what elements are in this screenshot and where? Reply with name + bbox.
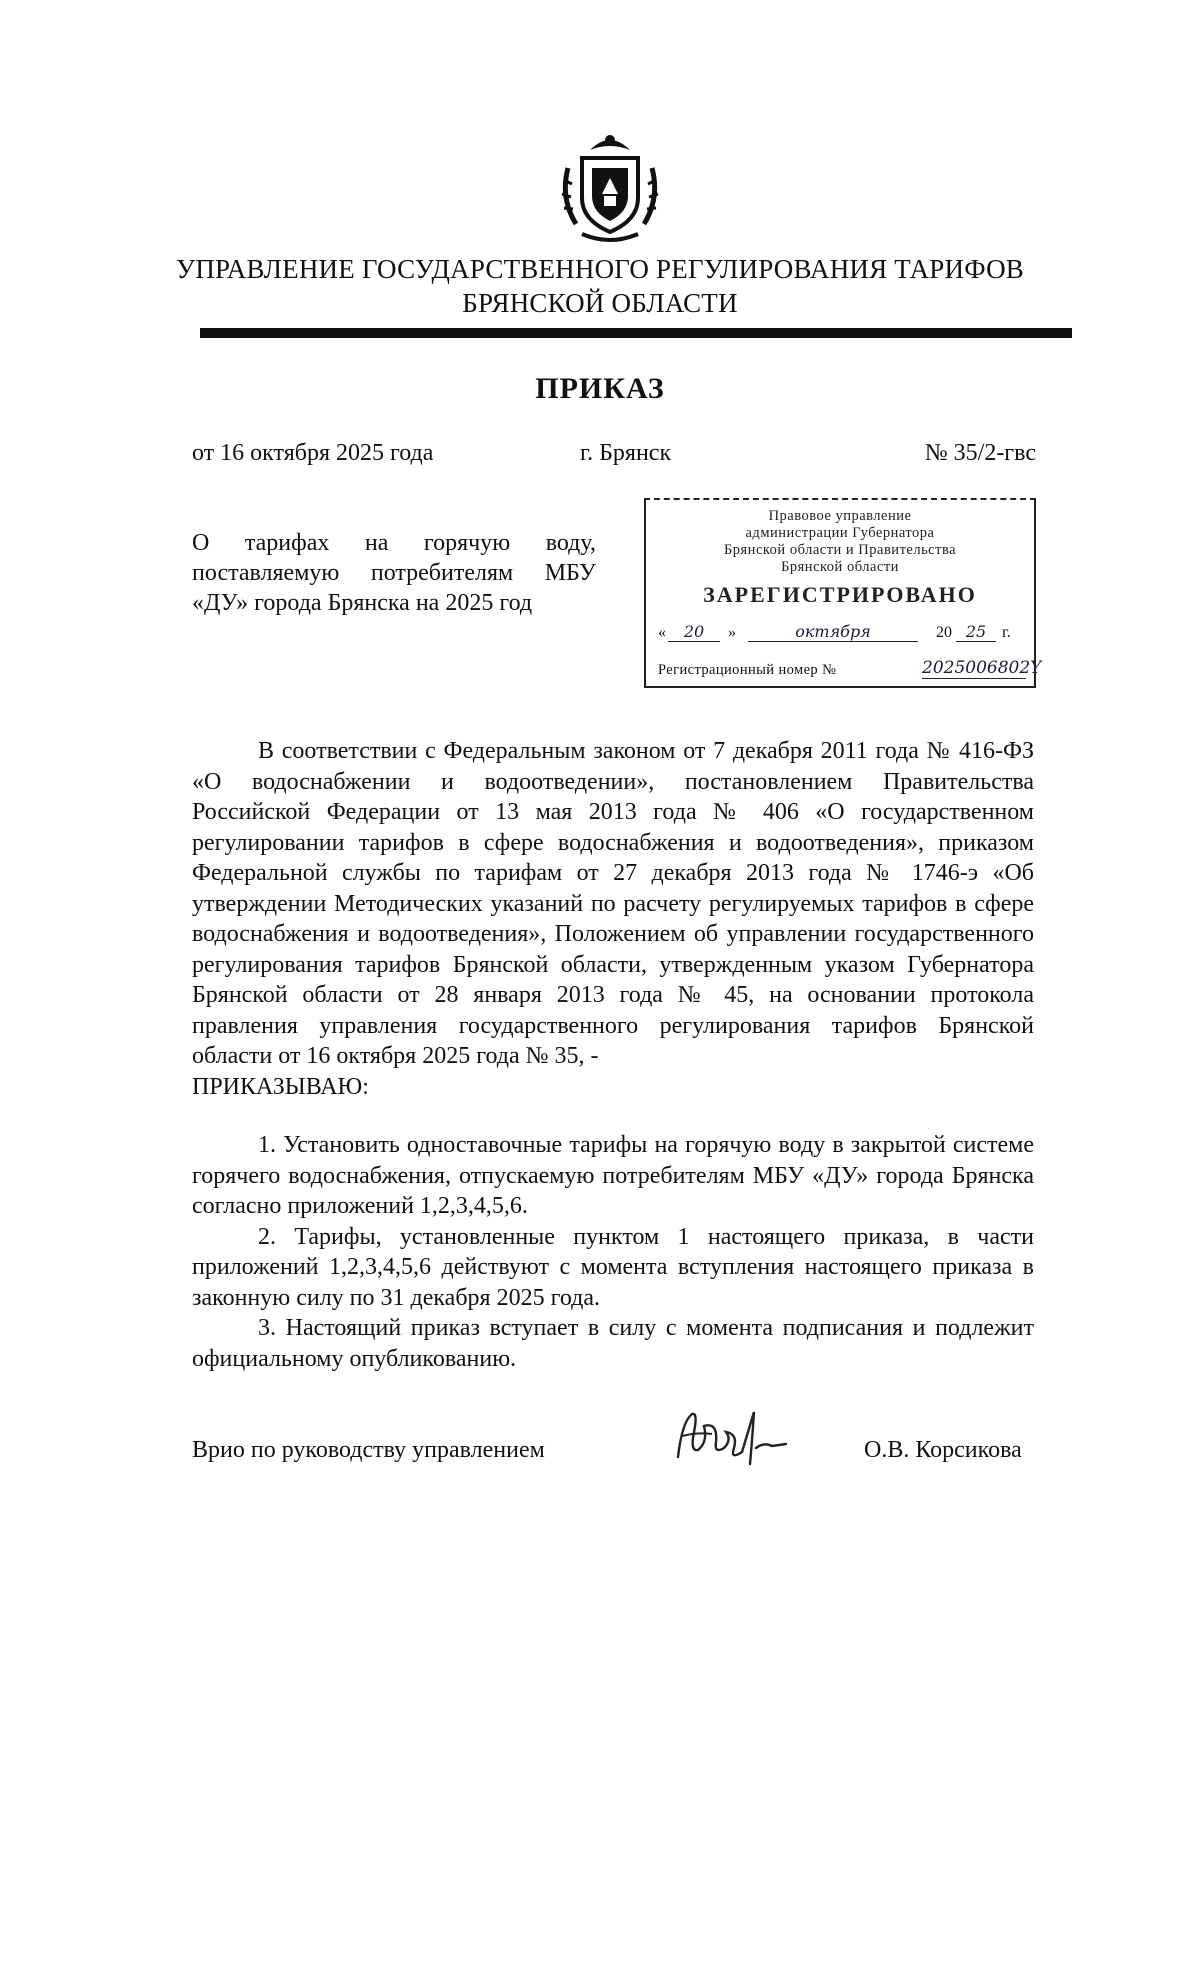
signer-position: Врио по руководству управлением bbox=[192, 1437, 545, 1463]
document-date: от 16 октября 2025 года bbox=[192, 440, 434, 466]
stamp-reg-label: Регистрационный номер № bbox=[658, 662, 837, 678]
order-item: 1. Установить одноставочные тарифы на горячую воду в закрытой системе горячего водоснабжения, отпускаемую потребителям МБУ «ДУ» города Брянска согласно приложений 1,2,3,4,5,6. bbox=[192, 1132, 1034, 1219]
organization-name-line2: БРЯНСКОЙ ОБЛАСТИ bbox=[462, 288, 738, 318]
order-items bbox=[192, 1130, 1034, 1374]
document-title: ПРИКАЗ bbox=[535, 372, 665, 405]
stamp-line1: Правовое управление bbox=[768, 508, 912, 524]
stamp-line2: администрации Губернатора bbox=[745, 525, 935, 541]
stamp-registered: ЗАРЕГИСТРИРОВАНО bbox=[703, 582, 977, 607]
document-subject: О тарифах на горячую воду, поставляемую потребителям МБУ «ДУ» города Брянска на 2025 год bbox=[192, 530, 596, 616]
organization-name-line1: УПРАВЛЕНИЕ ГОСУДАРСТВЕННОГО РЕГУЛИРОВАНИЯ ТАРИФОВ bbox=[176, 254, 1024, 284]
stamp-year: 25 bbox=[956, 622, 996, 642]
stamp-reg-number: 2025006802Y bbox=[922, 658, 1042, 678]
stamp-year-end: г. bbox=[1002, 624, 1011, 641]
header-divider bbox=[200, 328, 1072, 338]
signer-name: О.В. Корсикова bbox=[864, 1437, 1022, 1463]
stamp-day: 20 bbox=[668, 622, 720, 642]
coat-of-arms-icon bbox=[552, 128, 668, 246]
registration-stamp bbox=[644, 498, 1042, 688]
stamp-line4: Брянской области bbox=[781, 559, 899, 575]
document-city: г. Брянск bbox=[580, 440, 672, 466]
order-word: ПРИКАЗЫВАЮ: bbox=[192, 1073, 369, 1100]
document-body bbox=[192, 736, 1034, 1374]
stamp-year-prefix: 20 bbox=[936, 624, 952, 641]
stamp-date-row: « 20 » октября 20 25 г. bbox=[658, 622, 1011, 641]
preamble-paragraph: В соответствии с Федеральным законом от 7 декабря 2011 года № 416-ФЗ «О водоснабжении и водоотведении», постановлением Правительства Российской Федерации от 13 мая 2013 года № 406 «О государственном регулировании тарифов в сфере водоснабжения и водоотведения», приказом Федеральной службы по тарифам от 27 декабря 2013 года № 1746-э «Об утверждении Методических указаний по расчету регулируемых тарифов в сфере водоснабжения и водоотведения», Положением об управлении государственного регулирования тарифов Брянской области, утвержденным указом Губернатора Брянской области от 28 января 2013 года № 45, на основании протокола правления управления государственного регулирования тарифов Брянской области от 16 октября 2025 года № 35, - bbox=[192, 738, 1034, 1069]
order-item: 2. Тарифы, установленные пунктом 1 настоящего приказа, в части приложений 1,2,3,4,5,6 действуют с момента вступления настоящего приказа в законную силу по 31 декабря 2025 года. bbox=[192, 1223, 1034, 1311]
order-item: 3. Настоящий приказ вступает в силу с момента подписания и подлежит официальному опубликованию. bbox=[192, 1315, 1034, 1372]
stamp-line3: Брянской области и Правительства bbox=[723, 542, 957, 558]
handwritten-signature bbox=[668, 1402, 808, 1472]
stamp-month: октября bbox=[748, 622, 918, 642]
document-number: № 35/2-гвс bbox=[924, 440, 1036, 466]
